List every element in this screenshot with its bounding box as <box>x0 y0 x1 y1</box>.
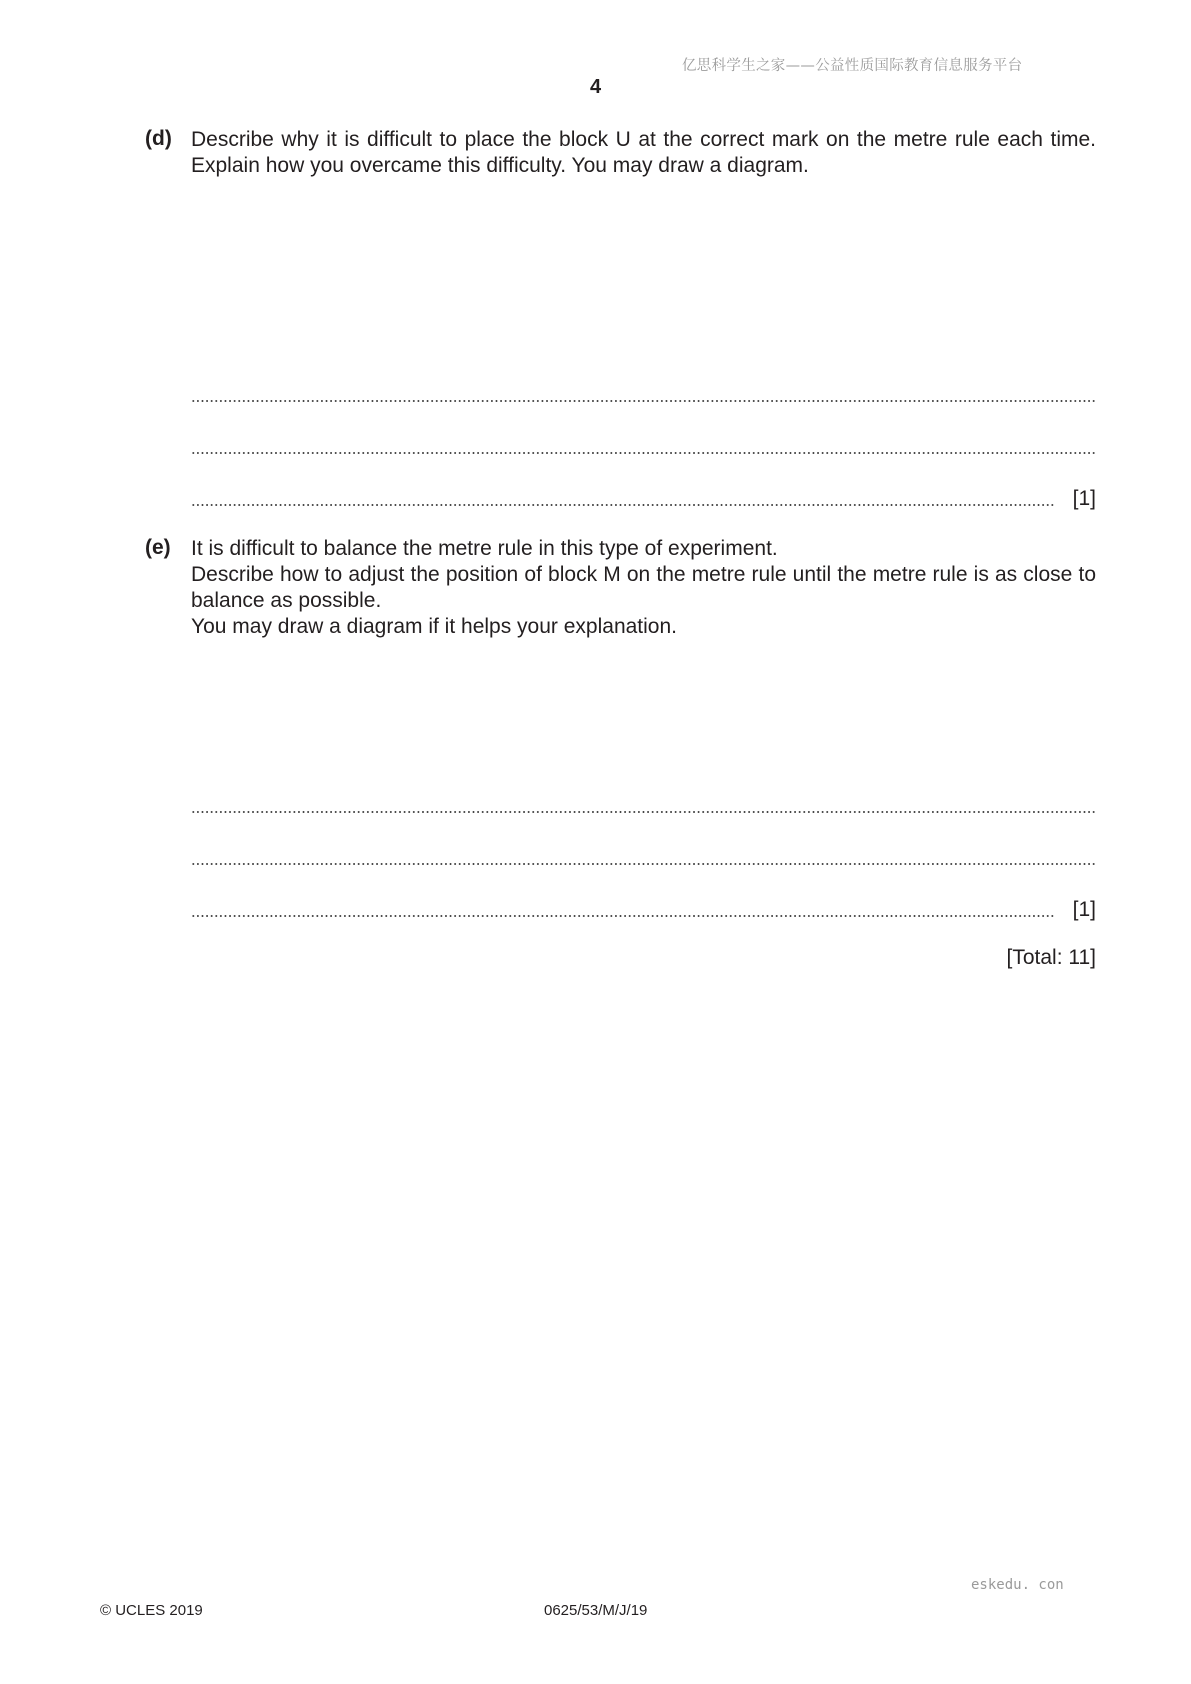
page-number: 4 <box>589 76 602 98</box>
watermark-header: 亿思科学生之家——公益性质国际教育信息服务平台 <box>682 58 1023 74</box>
answer-line-e-1[interactable] <box>191 791 1096 813</box>
footer-paper-code: 0625/53/M/J/19 <box>544 1602 648 1619</box>
answer-line-d-3[interactable] <box>191 484 1096 510</box>
mark-allocation-e: [1] <box>1072 898 1096 921</box>
answer-line-d-2[interactable] <box>191 432 1096 454</box>
mark-allocation-d: [1] <box>1072 487 1096 510</box>
total-marks: [Total: 11] <box>1006 946 1096 969</box>
answer-line-e-3[interactable] <box>191 895 1096 921</box>
question-d-label: (d) <box>145 127 172 150</box>
answer-line-d-1[interactable] <box>191 380 1096 402</box>
question-e-label: (e) <box>145 536 171 559</box>
footer-copyright: © UCLES 2019 <box>100 1602 203 1619</box>
question-e-line-3: You may draw a diagram if it helps your explanation. <box>191 615 677 638</box>
watermark-footer: eskedu. con <box>971 1577 1064 1593</box>
question-e-line-2: Describe how to adjust the position of block M on the metre rule until the metre rule is as close to balance as possible. <box>191 563 1096 612</box>
question-e-line-1: It is difficult to balance the metre rule in this type of experiment. <box>191 537 778 560</box>
question-d-line: Describe why it is difficult to place the block U at the correct mark on the metre rule each time. Explain how you overcame this difficulty. You may draw a diagram. <box>191 128 1096 177</box>
question-e-text <box>191 536 1096 640</box>
question-d-text <box>191 127 1096 179</box>
answer-line-e-2[interactable] <box>191 843 1096 865</box>
